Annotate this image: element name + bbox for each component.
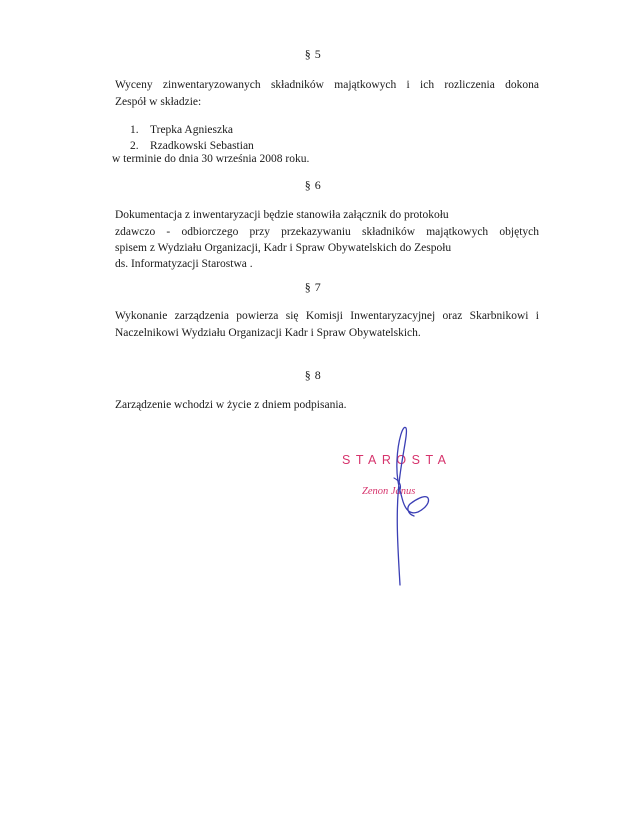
member-list-item [130, 122, 233, 138]
section-5-heading: § 5 [304, 47, 322, 61]
section-5-deadline: w terminie do dnia 30 września 2008 roku. [112, 153, 310, 165]
stamp-title: STAROSTA [342, 453, 452, 467]
section-7-line2: Naczelnikowi Wydziału Organizacji Kadr i Spraw Obywatelskich. [115, 327, 421, 339]
section-6-line2: zdawczo - odbiorczego przy przekazywaniu składników majątkowych objętych [115, 226, 539, 238]
member-number: 2. [130, 140, 139, 152]
section-6-line3: spisem z Wydziału Organizacji, Kadr i Spraw Obywatelskich do Zespołu [115, 242, 452, 254]
section-7-line1: Wykonanie zarządzenia powierza się Komisji Inwentaryzacyjnej oraz Skarbnikowi i [115, 310, 539, 322]
section-6-line4: ds. Informatyzacji Starostwa . [115, 258, 253, 270]
stamp-name: Zenon Janus [362, 486, 416, 497]
section-5-intro-line2: Zespół w składzie: [115, 96, 202, 108]
member-name: Trepka Agnieszka [150, 124, 233, 136]
member-number: 1. [130, 124, 139, 136]
section-6-line1: Dokumentacja z inwentaryzacji będzie stanowiła załącznik do protokołu [115, 209, 449, 221]
handwritten-signature [370, 420, 440, 600]
section-8-heading: § 8 [304, 368, 322, 382]
section-5-intro-line1: Wyceny zinwentaryzowanych składników majątkowych i ich rozliczenia dokona [115, 79, 539, 91]
section-7-heading: § 7 [304, 280, 322, 294]
section-6-heading: § 6 [304, 178, 322, 192]
section-8-line1: Zarządzenie wchodzi w życie z dniem podpisania. [115, 399, 347, 411]
member-name: Rzadkowski Sebastian [150, 140, 254, 152]
